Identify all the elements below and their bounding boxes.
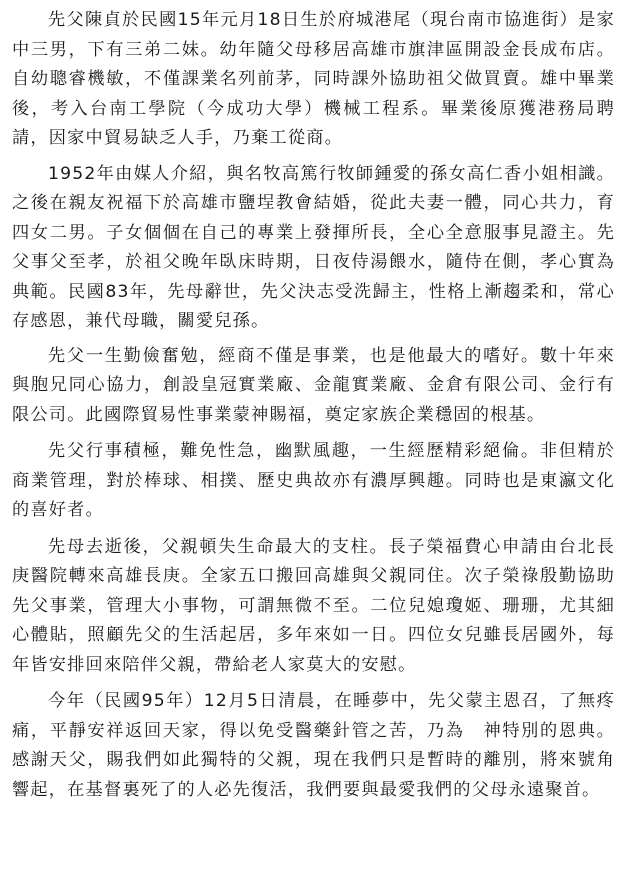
paragraph-later-years: 先母去逝後，父親頓失生命最大的支柱。長子榮福費心申請由台北長庚醫院轉來高雄長庚。全家五口搬回高雄與父親同住。次子榮祿殷勤協助先父事業，管理大小事物，可謂無微不至。二位兒媳瓊姬、珊珊，尤其細心體貼，照顧先父的生活起居，多年來如一日。四位女兒雖長居國外，每年皆安排回來陪伴父親，帶給老人家莫大的安慰。	[12, 536, 615, 675]
paragraph-passing: 今年（民國95年）12月5日清晨，在睡夢中，先父蒙主恩召，了無疼痛，平靜安祥返回天家，得以免受醫藥針管之苦，乃為 神特別的恩典。感謝天父，賜我們如此獨特的父親，現在我們只是暫時的離別，將來號角響起，在基督裏死了的人必先復活，我們要與最愛我們的父母永遠聚首。	[12, 691, 615, 800]
paragraph-marriage-and-family: 1952年由媒人介紹，與名牧高篤行牧師鍾愛的孫女高仁香小姐相識。之後在親友祝福下於高雄市鹽埕教會結婚，從此夫妻一體，同心共力，育四女二男。子女個個在自己的專業上發揮所長，全心全意服事見證主。先父事父至孝，於祖父晚年臥床時期，日夜侍湯餵水，隨侍在側，孝心實為典範。民國83年，先母辭世，先父決志受洗歸主，性格上漸趨柔和，常心存感恩，兼代母職，關愛兒孫。	[12, 163, 615, 331]
paragraph-birth-and-education: 先父陳貞於民國15年元月18日生於府城港尾（現台南市協進街）是家中三男，下有三弟二妹。幼年隨父母移居高雄市旗津區開設金長成布店。自幼聰睿機敏，不僅課業名列前茅，同時課外協助祖父做買賣。雄中畢業後，考入台南工學院（今成功大學）機械工程系。畢業後原獲港務局聘請，因家中貿易缺乏人手，乃棄工從商。	[12, 10, 615, 148]
paragraph-business: 先父一生勤儉奮勉，經商不僅是事業，也是他最大的嗜好。數十年來與胞兄同心協力，創設皇冠實業廠、金龍實業廠、金倉有限公司、金行有限公司。此國際貿易性事業蒙神賜福，奠定家族企業穩固的根基。	[12, 345, 615, 425]
paragraph-personality: 先父行事積極，難免性急，幽默風趣，一生經歷精彩絕倫。非但精於商業管理，對於棒球、相撲、歷史典故亦有濃厚興趣。同時也是東瀛文化的喜好者。	[12, 441, 615, 520]
